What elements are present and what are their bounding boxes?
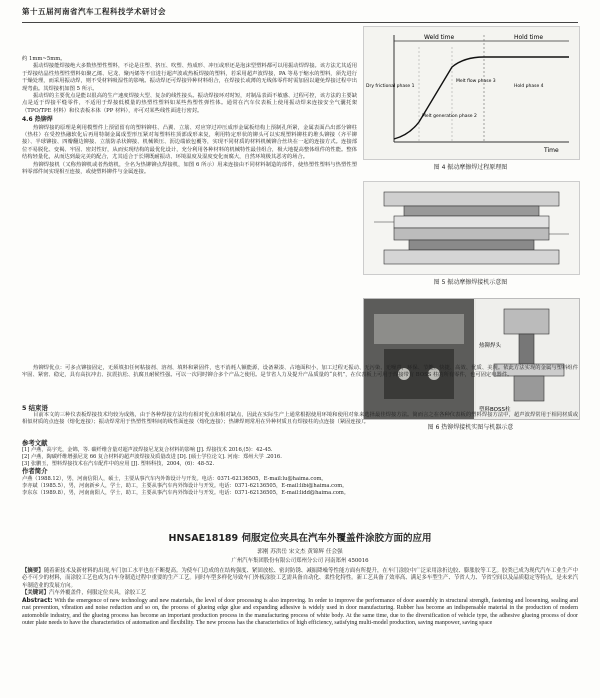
keywords-label: 【关键词】	[22, 590, 49, 597]
paragraph: 振动焊的主要优点是能以很高的生产速度焊接大型、复杂的线性接头。振动焊接环对时短，对制品表面不敏感、过程可控，该方法的主要缺点是适于焊接平缝零件，不适用于焊接低模量的热塑性塑料如某些热塑性弹性体。通常在汽车仪表板上使用振动焊来连接安全气囊托架（TPO/TPE 材料）和仪表板本体（PP 材料），亦可对某些线性面进行密封。	[22, 93, 357, 114]
references-heading: 参考文献	[22, 439, 48, 447]
abstract-en-label: Abstract:	[22, 597, 53, 604]
phase2-label: Melt generation phase 2	[422, 114, 477, 119]
abstract-block	[22, 568, 578, 628]
section-5-heading: 5 结束语	[22, 404, 48, 412]
paragraph: 热铆焊接的原理是利用模塑件上预留留有的塑料铆柱、凸翼、立筋、对应穿过冲压成形金属板结构上预制孔所紧，金属表面凸出部分铆柱（热柱）在受控热融软化后再用特制金属成型形压紧对每塑料柱顶部成形来复，利用特定形状的铆头可以实现塑料铆柱的堆头铆接（齐平铆接）、半球铆接、四瓣翻边铆接、立筋防杀状铆接、机械锁压、沥边端嵌包覆等，实现不同材质的材料机械铆合丝块在一起的连接方式。连接部位不易脱化、变褐、牢固、密封性好，从而实现结构的最优化设计，充分利用各种材料的机械特性最佳组合，极大地提高整体组件的性能。整体结构轻量化，从而达到最完美的配合，尤其适合于长期既耐振动、环境温度及湿度变化而腐大，自然环境极其恶劣的场合。	[22, 124, 357, 161]
keywords	[22, 590, 578, 597]
figure-5-caption: 图 5 振动摩擦焊接机示意图	[433, 279, 508, 286]
article-title: HNSAE18189 伺服定位夹具在汽车外覆盖件涂胶方面的应用	[168, 533, 432, 544]
full-width-paragraph	[22, 365, 578, 380]
phase3-label: Melt flow phase 3	[456, 79, 496, 84]
phase4-label: Hold phase 4	[514, 84, 544, 89]
article-authors: 郭刚 苏洪岳 宋文杰 黄锦辉 任会强	[257, 549, 343, 555]
abstract-text: 随着新技术及新材料的出现,车门加工水平也在不断提高。为使车门总成的在结构强度、紧固放松、密封防锈、减振降噪等性能方面有所提升，在车门涂胶中广泛采用涂折边胶、膨胀胶等工艺。胶类已成为现代汽车工业生产中必不可少的材料，而涂胶工艺也成为白车身制造过程中重要的生产工艺。同时车型多样化导致车门外板涂胶工艺需具备自动化、柔性化特性。新工艺具备了效率高、满足多车型生产、节省人力、节省空间以及品质稳定等特点，是未来汽车制造业的发展方向。	[22, 568, 578, 589]
abstract-label: 【摘要】	[22, 568, 44, 574]
left-column	[22, 56, 357, 177]
paragraph: 目前本文的三种仪表板焊接技术均较为成熟，由于各种焊接方法均有相对优点和相对缺点，因此在实际生产上通常根据使用环境和使用对象来选择最佳焊接方法。简而言之在各种仪表板的塑料焊接方法中，超声波焊常用于相同材质或相似材质的点连接（熔化连接）；振动焊常用于热塑性塑料间的线性面连接（熔化连接）；热铆焊则常用在异种材质且有焊接柱的点连接（紧固连接）。	[22, 412, 578, 426]
reference-item: [1] 卢燕，高宇光，金锦，等. 碳纤维含量对超声波焊接尼龙复合材料的影响 [J]. 焊接技术 2016,(5)：42-45.	[22, 447, 273, 454]
boss-label: 塑料BOSS柱	[479, 407, 511, 413]
conclusion	[22, 412, 578, 427]
author-item: 李东东（1989.8），男，河南南阳人，学士，助工，主要从事汽车内外饰设计与开发。电话：0371-62136505，E-mail:lidd@haima.com。	[22, 489, 349, 496]
figure-5	[363, 181, 580, 275]
references	[22, 440, 578, 497]
phase1-label: Dry frictional phase 1	[366, 84, 415, 89]
opening-line: 约 1mm~5mm。	[22, 56, 66, 62]
reference-item: [3] 张鹏玉，塑料焊接技术在汽车配件中的应用 [J]. 塑料科技，2004，(6)：48-52.	[22, 461, 215, 468]
figure-6-caption: 图 6 热铆焊接机实图与机器示意	[427, 424, 514, 431]
authors-heading: 作者简介	[22, 467, 48, 476]
keywords-text: 汽车外覆盖件，伺服定位夹具，涂胶工艺	[48, 590, 147, 597]
article-affiliation: 广州汽车集团股份有限公司郑州分公司 河南郑州 450016	[231, 558, 369, 564]
x-axis-label: Time	[544, 147, 559, 154]
figure-4-caption: 图 4 振动摩擦焊过程原理图	[433, 164, 508, 171]
heat-staking-photo	[364, 299, 579, 419]
running-header: 第十五届河南省汽车工程科技学术研讨会	[22, 6, 578, 23]
author-item: 李亦斌（1985.5），男，河南新乡人，学士，助工，主要从事汽车内外饰设计与开发。电话：0371-62136505，E-mail:libi@haima.com。	[22, 482, 348, 489]
section-heading: 4.6 热铆焊	[22, 116, 53, 124]
author-item: 卢燕（1988.12），男，河南信阳人，硕士，主要从事汽车内外饰设计与开发。电话：0371-62136505，E-mail:lu@haima.com。	[22, 475, 327, 482]
figure-6	[363, 298, 580, 420]
vibration-machine-diagram	[364, 182, 579, 274]
paragraph: 热铆焊优点：可多点铆接固定，无须填扣任何粘接剂、溶剂、填料和紧固件，也不消耗人额能源，设备紧凑、占地面积小，加工过程无振动、无污染、无噪声，环保、节能、快捷、高效、优质、美观。依此方法实现的金属与塑料组件牢固、紧密、稳定，具有高抗冲击、抗震抗松、抗腐且耐候性强。可以一次同时铆合多个产品之使用。是节省人力及提升产品质量的“良机”，在仪表板上可用于焊接带有 BOSS 柱的所有零件，也可固定电器件。	[22, 365, 578, 379]
abstract-cn	[22, 568, 578, 590]
figure-4	[363, 26, 580, 160]
paragraph: 热铆焊接机（又称热铆机或者热熔机，全名为热铆铆点焊接机，如图 6 所示）用来连接由不同材料制造的部件，使热塑性塑料与热塑性塑料零部件间实现相互连接，或使塑料铆件与金属连接。	[22, 161, 357, 176]
hold-time-label: Hold time	[514, 34, 544, 41]
reference-item: [2] 卢燕，陶碳纤维增强尼龙 66 复合材料的超声波焊接及质量改进 [D]. [硕士学位论文]. 河南：郑州大学 .2016.	[22, 454, 282, 461]
abstract-en-text: With the emergence of new technology and new materials, the level of door processing is also improving. In order to improve the performance of door assembly in structural strength, fastening and loosening, sealing and rust prevention, vibration and noise reduction and so on, the process of glueing edge glue and expanding adhesive is widely used in door manufacturing. Rubber has become an indispensable material in the production of modern automobile industry, and the glueing process has become an important production process in the manufacturing process of white body. At the same time, due to the diversification of vehicle type, the adhesive glueing process of door outer plate needs to have the characteristics of automation and flexibility. The new process has the characteristics of high efficiency, satisfying multi-model production, saving manpower, saving space	[22, 597, 578, 627]
hot-head-label: 热铆焊头	[479, 343, 502, 349]
abstract-en	[22, 598, 578, 628]
weld-process-diagram	[364, 27, 579, 159]
weld-time-label: Weld time	[424, 34, 455, 41]
paragraph: 振动焊接能焊接绝大多数热塑性塑料，不论是注塑、挤压、吹塑、热成形、冲压或形还是泡沫型塑料都可以用振动焊焊接。该方法尤其适用于焊接结晶性热塑性塑料如聚乙烯、尼龙、聚丙烯等不宜进行超声波或热板焊接的塑料，若采用超声波焊接，PA 等易于缩水的塑料，须先进行干燥处理，而采用振动焊，则不受材料吸湿性的影响。振动焊还可焊接异种材料组合，在焊接长或薄的无线体零件时需加固以避免焊接过程中出现弯曲。其焊接机如图 5 所示。	[22, 63, 357, 92]
